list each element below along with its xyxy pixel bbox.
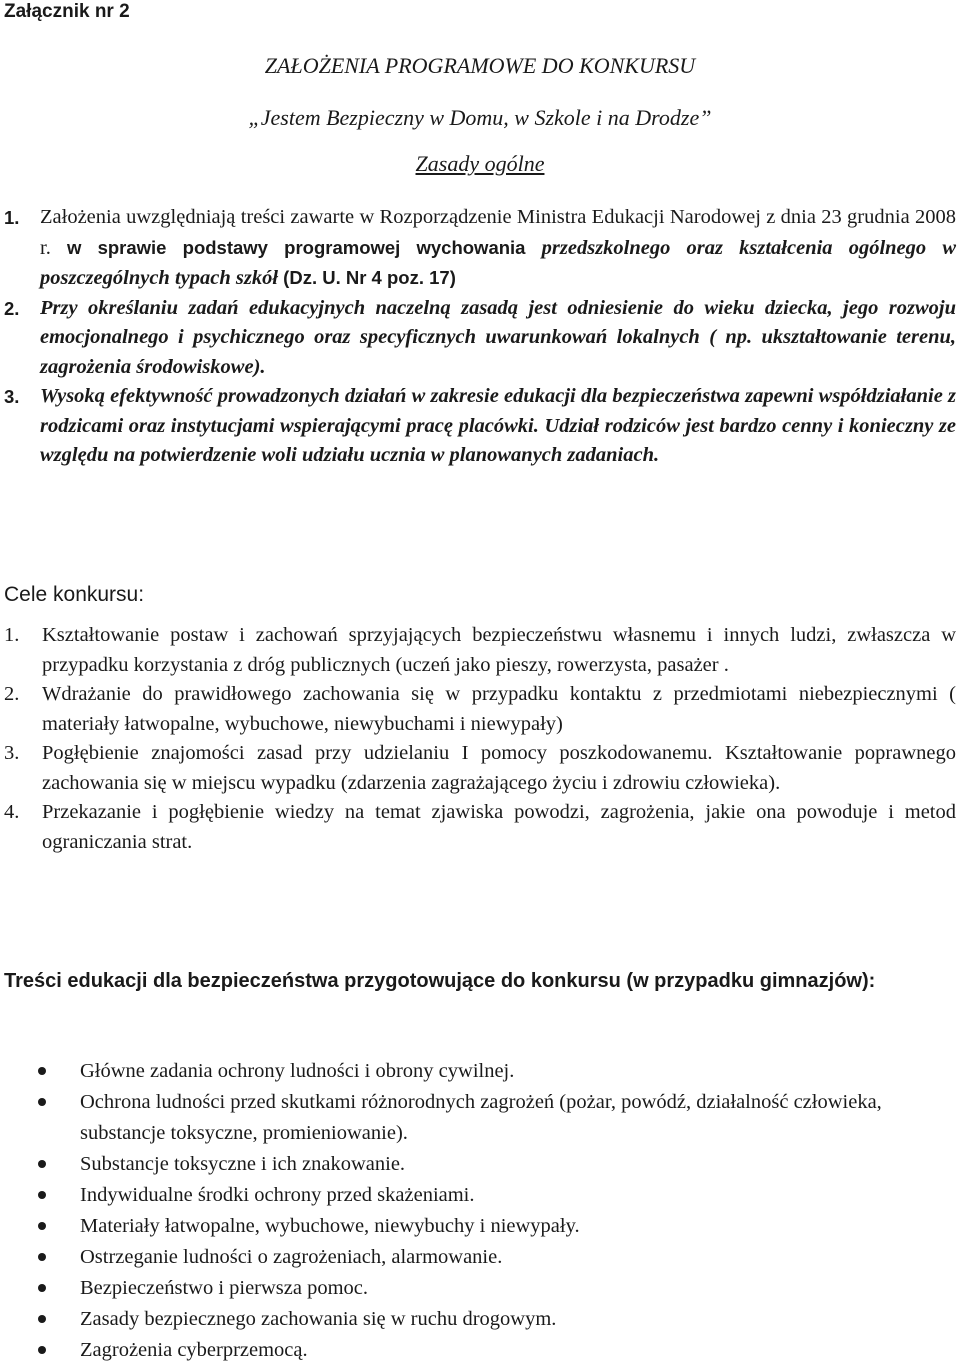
- annex-label: Załącznik nr 2: [4, 1, 130, 22]
- principle-text-part: w sprawie podstawy programowej wychowania: [67, 236, 542, 258]
- goal-item: [4, 680, 956, 739]
- principle-text: Wysoką efektywność prowadzonych działań w zakresie edukacji dla bezpieczeństwa zapewni współdziałanie z rodzicami oraz instytucjami wspierającymi pracę placówki. Udział rodziców jest bardzo cenny i konieczny ze względu na potwierdzenie woli udziału ucznia w planowanych zadaniach.: [40, 385, 956, 466]
- bullet-icon: [4, 1056, 80, 1087]
- list-item: [4, 1211, 956, 1242]
- document-title: ZAŁOŻENIA PROGRAMOWE DO KONKURSU: [264, 53, 696, 78]
- goal-text: Wdrażanie do prawidłowego zachowania się w przypadku kontaktu z przedmiotami niebezpiecznymi ( materiały łatwopalne, wybuchowe, niewybuchami i niewypały): [42, 683, 956, 735]
- goal-number: 4.: [4, 801, 20, 823]
- list-item-text: Ostrzeganie ludności o zagrożeniach, alarmowanie.: [80, 1246, 503, 1268]
- bullet-icon: [4, 1335, 80, 1366]
- principle-text-part: (Dz. U. Nr 4 poz. 17): [278, 267, 456, 288]
- list-item: [4, 1242, 956, 1273]
- principle-text-part: Założenia uwzględniają treści zawarte w Rozporządzenie Ministra Edukacji Narodowej z dnia 23 grudnia 2008 r.: [40, 206, 956, 259]
- list-item-text: Zagrożenia cyberprzemocą.: [80, 1339, 308, 1361]
- list-item: [4, 1273, 956, 1304]
- principle-item: [4, 382, 956, 471]
- principle-text: [40, 203, 956, 294]
- goal-text: Przekazanie i pogłębienie wiedzy na temat zjawiska powodzi, zagrożenia, jakie ona powoduje i metod ograniczania strat.: [42, 801, 956, 853]
- principles-list: [4, 203, 956, 471]
- goal-number: 3.: [4, 742, 20, 764]
- content-heading: Treści edukacji dla bezpieczeństwa przygotowujące do konkursu (w przypadku gimnazjów):: [4, 970, 876, 992]
- document-subtitle: „Jestem Bezpieczny w Domu, w Szkole i na Drodze”: [248, 105, 712, 130]
- bullet-icon: [4, 1149, 80, 1180]
- goal-item: [4, 798, 956, 857]
- goal-number: 1.: [4, 624, 20, 646]
- principle-number: 3.: [4, 386, 20, 407]
- goal-number: 2.: [4, 683, 20, 705]
- list-item-text: Ochrona ludności przed skutkami różnorodnych zagrożeń (pożar, powódź, działalność człowieka, substancje toksyczne, promieniowanie).: [80, 1091, 882, 1144]
- principle-number: 1.: [4, 207, 20, 228]
- goals-heading: Cele konkursu:: [4, 583, 145, 606]
- list-item-text: Bezpieczeństwo i pierwsza pomoc.: [80, 1277, 369, 1299]
- principle-item: [4, 203, 956, 294]
- list-item-text: Substancje toksyczne i ich znakowanie.: [80, 1153, 406, 1175]
- goal-item: [4, 621, 956, 680]
- list-item-text: Indywidualne środki ochrony przed skażeniami.: [80, 1184, 475, 1206]
- bullet-icon: [4, 1273, 80, 1304]
- list-item: [4, 1056, 956, 1087]
- list-item-text: Zasady bezpiecznego zachowania się w ruchu drogowym.: [80, 1308, 557, 1330]
- bullet-icon: [4, 1242, 80, 1273]
- list-item-text: Materiały łatwopalne, wybuchowe, niewybuchy i niewypały.: [80, 1215, 580, 1237]
- principle-number: 2.: [4, 297, 20, 319]
- list-item: [4, 1304, 956, 1335]
- rules-heading: Zasady ogólne: [415, 151, 545, 176]
- goal-text: Pogłębienie znajomości zasad przy udzielaniu I pomocy poszkodowanemu. Kształtowanie poprawnego zachowania się w miejscu wypadku (zdarzenia zagrażającego życiu i zdrowiu człowieka).: [42, 742, 956, 794]
- bullet-icon: [4, 1211, 80, 1242]
- bullet-icon: [4, 1304, 80, 1335]
- goals-list: [4, 621, 956, 857]
- principle-text-part: przedszkolnego oraz kształcenia ogólnego w poszczególnych typach szkół: [40, 236, 956, 289]
- principle-text: Przy określaniu zadań edukacyjnych naczelną zasadą jest odniesienie do wieku dziecka, jego rozwoju emocjonalnego i psychicznego oraz specyficznych uwarunkowań lokalnych ( np. ukształtowanie terenu, zagrożenia środowiskowe).: [40, 296, 956, 378]
- list-item-text: Główne zadania ochrony ludności i obrony cywilnej.: [80, 1060, 515, 1082]
- list-item: [4, 1335, 956, 1366]
- content-list: [4, 1056, 956, 1366]
- list-item: [4, 1180, 956, 1211]
- bullet-icon: [4, 1180, 80, 1211]
- goal-text: Kształtowanie postaw i zachowań sprzyjających bezpieczeństwu własnemu i innych ludzi, zwłaszcza w przypadku korzystania z dróg publicznych (uczeń jako pieszy, rowerzysta, pasażer .: [42, 624, 956, 676]
- bullet-icon: [4, 1087, 80, 1149]
- goal-item: [4, 739, 956, 798]
- list-item: [4, 1149, 956, 1180]
- principle-item: [4, 294, 956, 383]
- list-item: [4, 1087, 956, 1149]
